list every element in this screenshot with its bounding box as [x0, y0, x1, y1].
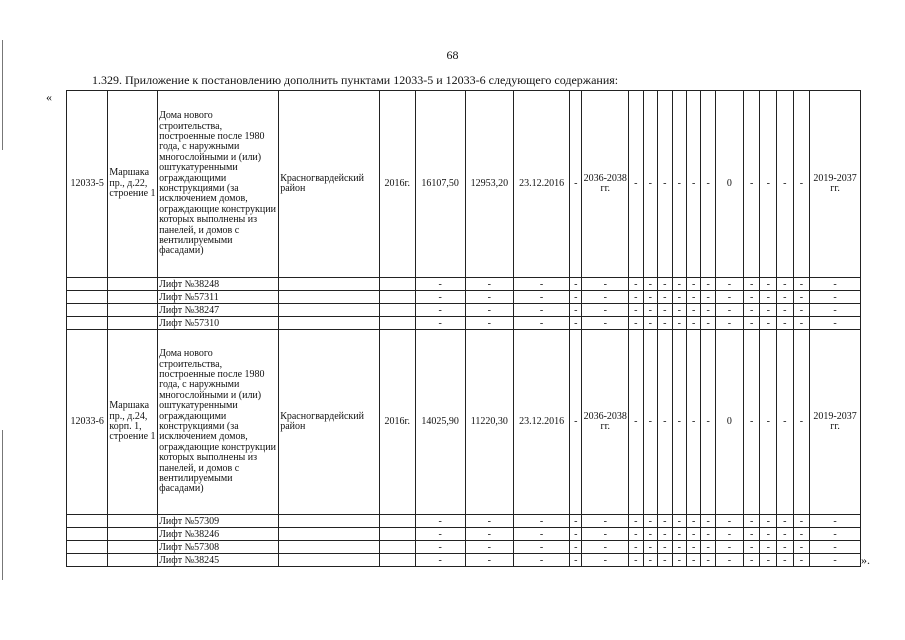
- dash-cell: -: [777, 291, 794, 304]
- opening-quote: «: [46, 90, 52, 104]
- dash-cell: -: [701, 330, 715, 515]
- dash-cell: -: [643, 554, 657, 567]
- dash-cell: -: [415, 304, 465, 317]
- dash-cell: -: [743, 515, 760, 528]
- record-area-total: 14025,90: [415, 330, 465, 515]
- record-description: Дома нового строительства, построенные после 1980 года, с наружными многослойными и (или) оштукатуренными ограждающими конструкциями (за исключением домов, ограждающие конструкции которых выполнены из панелей, и домов с вентилируемыми фасадами): [158, 330, 279, 515]
- empty-cell: [379, 528, 415, 541]
- dash-cell: -: [643, 91, 657, 278]
- dash-cell: -: [465, 528, 514, 541]
- lift-row: [67, 515, 861, 528]
- lift-label: Лифт №38247: [158, 304, 279, 317]
- dash-cell: -: [415, 278, 465, 291]
- dash-cell: -: [672, 317, 686, 330]
- dash-cell: -: [743, 528, 760, 541]
- dash-cell: -: [686, 91, 700, 278]
- dash-cell: -: [570, 304, 582, 317]
- dash-cell: -: [793, 528, 810, 541]
- dash-cell: -: [658, 541, 672, 554]
- dash-cell: -: [658, 330, 672, 515]
- dash-cell: -: [570, 528, 582, 541]
- dash-cell: -: [672, 330, 686, 515]
- dash-cell: -: [629, 515, 643, 528]
- empty-cell: [108, 291, 158, 304]
- dash-cell: -: [810, 528, 861, 541]
- dash-cell: -: [777, 91, 794, 278]
- record-date: 23.12.2016: [514, 330, 570, 515]
- dash-cell: -: [701, 528, 715, 541]
- dash-cell: -: [760, 330, 777, 515]
- dash-cell: -: [582, 291, 629, 304]
- dash-cell: -: [629, 304, 643, 317]
- dash-cell: -: [686, 291, 700, 304]
- dash-cell: -: [570, 541, 582, 554]
- record-area-living: 11220,30: [465, 330, 514, 515]
- empty-cell: [279, 541, 379, 554]
- empty-cell: [108, 554, 158, 567]
- record-period-1: 2036-2038 гг.: [582, 330, 629, 515]
- dash-cell: -: [465, 541, 514, 554]
- dash-cell: -: [686, 528, 700, 541]
- dash-cell: -: [570, 554, 582, 567]
- dash-cell: -: [760, 291, 777, 304]
- record-description: Дома нового строительства, построенные после 1980 года, с наружными многослойными и (или) оштукатуренными ограждающими конструкциями (за исключением домов, ограждающие конструкции которых выполнены из панелей, и домов с вентилируемыми фасадами): [158, 91, 279, 278]
- dash-cell: -: [514, 554, 570, 567]
- dash-cell: -: [672, 91, 686, 278]
- dash-cell: -: [760, 91, 777, 278]
- lift-row: [67, 278, 861, 291]
- dash-cell: -: [701, 91, 715, 278]
- lift-row: [67, 317, 861, 330]
- empty-cell: [379, 541, 415, 554]
- empty-cell: [108, 515, 158, 528]
- empty-cell: [279, 554, 379, 567]
- empty-cell: [108, 541, 158, 554]
- dash-cell: -: [743, 278, 760, 291]
- lift-row: [67, 554, 861, 567]
- dash-cell: -: [701, 278, 715, 291]
- dash-cell: -: [570, 515, 582, 528]
- dash-cell: -: [743, 330, 760, 515]
- dash-cell: -: [715, 515, 743, 528]
- dash-cell: -: [793, 278, 810, 291]
- empty-cell: [67, 515, 108, 528]
- empty-cell: [67, 554, 108, 567]
- dash-cell: -: [686, 541, 700, 554]
- empty-cell: [379, 317, 415, 330]
- dash-cell: -: [672, 515, 686, 528]
- dash-cell: -: [672, 528, 686, 541]
- dash-cell: -: [658, 278, 672, 291]
- empty-cell: [279, 528, 379, 541]
- record-address: Маршака пр., д.22, строение 1: [108, 91, 158, 278]
- empty-cell: [67, 278, 108, 291]
- dash-cell: -: [743, 317, 760, 330]
- dash-cell: -: [415, 554, 465, 567]
- record-year: 2016г.: [379, 330, 415, 515]
- lift-label: Лифт №57308: [158, 541, 279, 554]
- dash-cell: -: [672, 304, 686, 317]
- lift-row: [67, 304, 861, 317]
- empty-cell: [279, 291, 379, 304]
- empty-cell: [279, 515, 379, 528]
- dash-cell: -: [777, 317, 794, 330]
- empty-cell: [379, 304, 415, 317]
- dash-cell: -: [715, 304, 743, 317]
- dash-cell: -: [810, 554, 861, 567]
- record-year: 2016г.: [379, 91, 415, 278]
- dash-cell: -: [686, 304, 700, 317]
- record-area-living: 12953,20: [465, 91, 514, 278]
- amendment-table: [66, 90, 861, 567]
- dash-cell: -: [629, 291, 643, 304]
- lift-row: [67, 528, 861, 541]
- record-date: 23.12.2016: [514, 91, 570, 278]
- dash-cell: -: [743, 291, 760, 304]
- dash-cell: -: [415, 317, 465, 330]
- dash-cell: -: [743, 304, 760, 317]
- dash-cell: -: [629, 330, 643, 515]
- dash-cell: -: [760, 541, 777, 554]
- scan-edge-mark: [2, 430, 3, 580]
- lift-label: Лифт №38245: [158, 554, 279, 567]
- dash-cell: -: [658, 515, 672, 528]
- dash-cell: -: [760, 304, 777, 317]
- dash-cell: -: [415, 291, 465, 304]
- dash-cell: -: [715, 554, 743, 567]
- dash-cell: -: [672, 541, 686, 554]
- dash-cell: -: [793, 554, 810, 567]
- dash-cell: -: [582, 304, 629, 317]
- dash-cell: -: [658, 554, 672, 567]
- dash-cell: -: [582, 515, 629, 528]
- record-id: 12033-6: [67, 330, 108, 515]
- dash-cell: -: [777, 304, 794, 317]
- dash-cell: -: [415, 515, 465, 528]
- dash-cell: -: [715, 291, 743, 304]
- dash-cell: -: [658, 317, 672, 330]
- dash-cell: -: [643, 515, 657, 528]
- dash-cell: -: [514, 515, 570, 528]
- dash-cell: -: [570, 317, 582, 330]
- dash-cell: -: [810, 304, 861, 317]
- record-area-total: 16107,50: [415, 91, 465, 278]
- dash-cell: -: [465, 554, 514, 567]
- empty-cell: [108, 278, 158, 291]
- dash-cell: -: [777, 515, 794, 528]
- record-period-2: 2019-2037 гг.: [810, 330, 861, 515]
- dash-cell: -: [582, 541, 629, 554]
- record-district: Красногвардейский район: [279, 91, 379, 278]
- empty-cell: [67, 541, 108, 554]
- dash-cell: -: [582, 554, 629, 567]
- dash-cell: -: [672, 291, 686, 304]
- section-heading: 1.329. Приложение к постановлению дополнить пунктами 12033-5 и 12033-6 следующего содержания:: [92, 73, 619, 87]
- dash-cell: -: [760, 317, 777, 330]
- dash-cell: -: [760, 515, 777, 528]
- dash-cell: -: [582, 528, 629, 541]
- record-row: [67, 91, 861, 278]
- record-zero: 0: [715, 91, 743, 278]
- lift-label: Лифт №57310: [158, 317, 279, 330]
- dash-cell: -: [582, 317, 629, 330]
- dash-cell: -: [582, 278, 629, 291]
- record-address: Маршака пр., д.24, корп. 1, строение 1: [108, 330, 158, 515]
- record-period-1: 2036-2038 гг.: [582, 91, 629, 278]
- dash-cell: -: [658, 304, 672, 317]
- dash-cell: -: [793, 515, 810, 528]
- lift-label: Лифт №57311: [158, 291, 279, 304]
- lift-label: Лифт №38248: [158, 278, 279, 291]
- dash-cell: -: [465, 291, 514, 304]
- dash-cell: -: [629, 317, 643, 330]
- dash-cell: -: [658, 528, 672, 541]
- dash-cell: -: [686, 278, 700, 291]
- dash-cell: -: [715, 541, 743, 554]
- dash-cell: -: [672, 278, 686, 291]
- empty-cell: [379, 554, 415, 567]
- lift-label: Лифт №57309: [158, 515, 279, 528]
- dash-cell: -: [686, 317, 700, 330]
- empty-cell: [108, 528, 158, 541]
- record-period-2: 2019-2037 гг.: [810, 91, 861, 278]
- dash-cell: -: [514, 541, 570, 554]
- dash-cell: -: [793, 304, 810, 317]
- dash-cell: -: [643, 291, 657, 304]
- table-body: [67, 91, 861, 567]
- empty-cell: [108, 304, 158, 317]
- dash-cell: -: [793, 291, 810, 304]
- dash-cell: -: [793, 317, 810, 330]
- dash-cell: -: [793, 330, 810, 515]
- empty-cell: [67, 528, 108, 541]
- dash-cell: -: [465, 304, 514, 317]
- dash-cell: -: [810, 291, 861, 304]
- empty-cell: [67, 304, 108, 317]
- dash-cell: -: [777, 528, 794, 541]
- dash-cell: -: [743, 541, 760, 554]
- dash-cell: -: [743, 554, 760, 567]
- dash-cell: -: [701, 554, 715, 567]
- dash-cell: -: [743, 91, 760, 278]
- empty-cell: [279, 278, 379, 291]
- lift-row: [67, 291, 861, 304]
- empty-cell: [379, 278, 415, 291]
- dash-cell: -: [672, 554, 686, 567]
- lift-label: Лифт №38246: [158, 528, 279, 541]
- dash-cell: -: [777, 278, 794, 291]
- lift-row: [67, 541, 861, 554]
- empty-cell: [67, 317, 108, 330]
- dash-cell: -: [701, 317, 715, 330]
- dash-cell: -: [793, 541, 810, 554]
- empty-cell: [379, 515, 415, 528]
- dash-cell: -: [658, 291, 672, 304]
- dash-cell: -: [570, 291, 582, 304]
- dash-cell: -: [760, 528, 777, 541]
- dash-cell: -: [701, 291, 715, 304]
- dash-cell: -: [514, 291, 570, 304]
- dash-cell: -: [686, 330, 700, 515]
- dash-cell: -: [629, 278, 643, 291]
- empty-cell: [279, 317, 379, 330]
- dash-cell: -: [643, 278, 657, 291]
- dash-cell: -: [643, 528, 657, 541]
- dash-cell: -: [715, 528, 743, 541]
- dash-cell: -: [465, 317, 514, 330]
- dash-cell: -: [415, 528, 465, 541]
- record-id: 12033-5: [67, 91, 108, 278]
- dash-cell: -: [629, 528, 643, 541]
- dash-cell: -: [701, 515, 715, 528]
- dash-cell: -: [514, 304, 570, 317]
- dash-cell: -: [701, 304, 715, 317]
- dash-cell: -: [810, 278, 861, 291]
- empty-cell: [67, 291, 108, 304]
- dash-cell: -: [715, 317, 743, 330]
- dash-cell: -: [715, 278, 743, 291]
- record-zero: 0: [715, 330, 743, 515]
- dash-cell: -: [570, 278, 582, 291]
- record-district: Красногвардейский район: [279, 330, 379, 515]
- page-number: 68: [446, 48, 459, 62]
- dash-cell: -: [570, 91, 582, 278]
- dash-cell: -: [643, 541, 657, 554]
- dash-cell: -: [760, 278, 777, 291]
- dash-cell: -: [777, 330, 794, 515]
- dash-cell: -: [629, 91, 643, 278]
- dash-cell: -: [514, 528, 570, 541]
- dash-cell: -: [658, 91, 672, 278]
- dash-cell: -: [514, 278, 570, 291]
- empty-cell: [279, 304, 379, 317]
- empty-cell: [379, 291, 415, 304]
- dash-cell: -: [793, 91, 810, 278]
- dash-cell: -: [415, 541, 465, 554]
- dash-cell: -: [570, 330, 582, 515]
- closing-quote: ».: [861, 553, 870, 567]
- dash-cell: -: [777, 541, 794, 554]
- dash-cell: -: [760, 554, 777, 567]
- empty-cell: [108, 317, 158, 330]
- dash-cell: -: [629, 554, 643, 567]
- dash-cell: -: [643, 317, 657, 330]
- record-row: [67, 330, 861, 515]
- dash-cell: -: [777, 554, 794, 567]
- dash-cell: -: [514, 317, 570, 330]
- dash-cell: -: [643, 330, 657, 515]
- dash-cell: -: [465, 515, 514, 528]
- dash-cell: -: [810, 541, 861, 554]
- dash-cell: -: [686, 554, 700, 567]
- dash-cell: -: [810, 515, 861, 528]
- dash-cell: -: [701, 541, 715, 554]
- dash-cell: -: [629, 541, 643, 554]
- dash-cell: -: [643, 304, 657, 317]
- dash-cell: -: [810, 317, 861, 330]
- dash-cell: -: [465, 278, 514, 291]
- dash-cell: -: [686, 515, 700, 528]
